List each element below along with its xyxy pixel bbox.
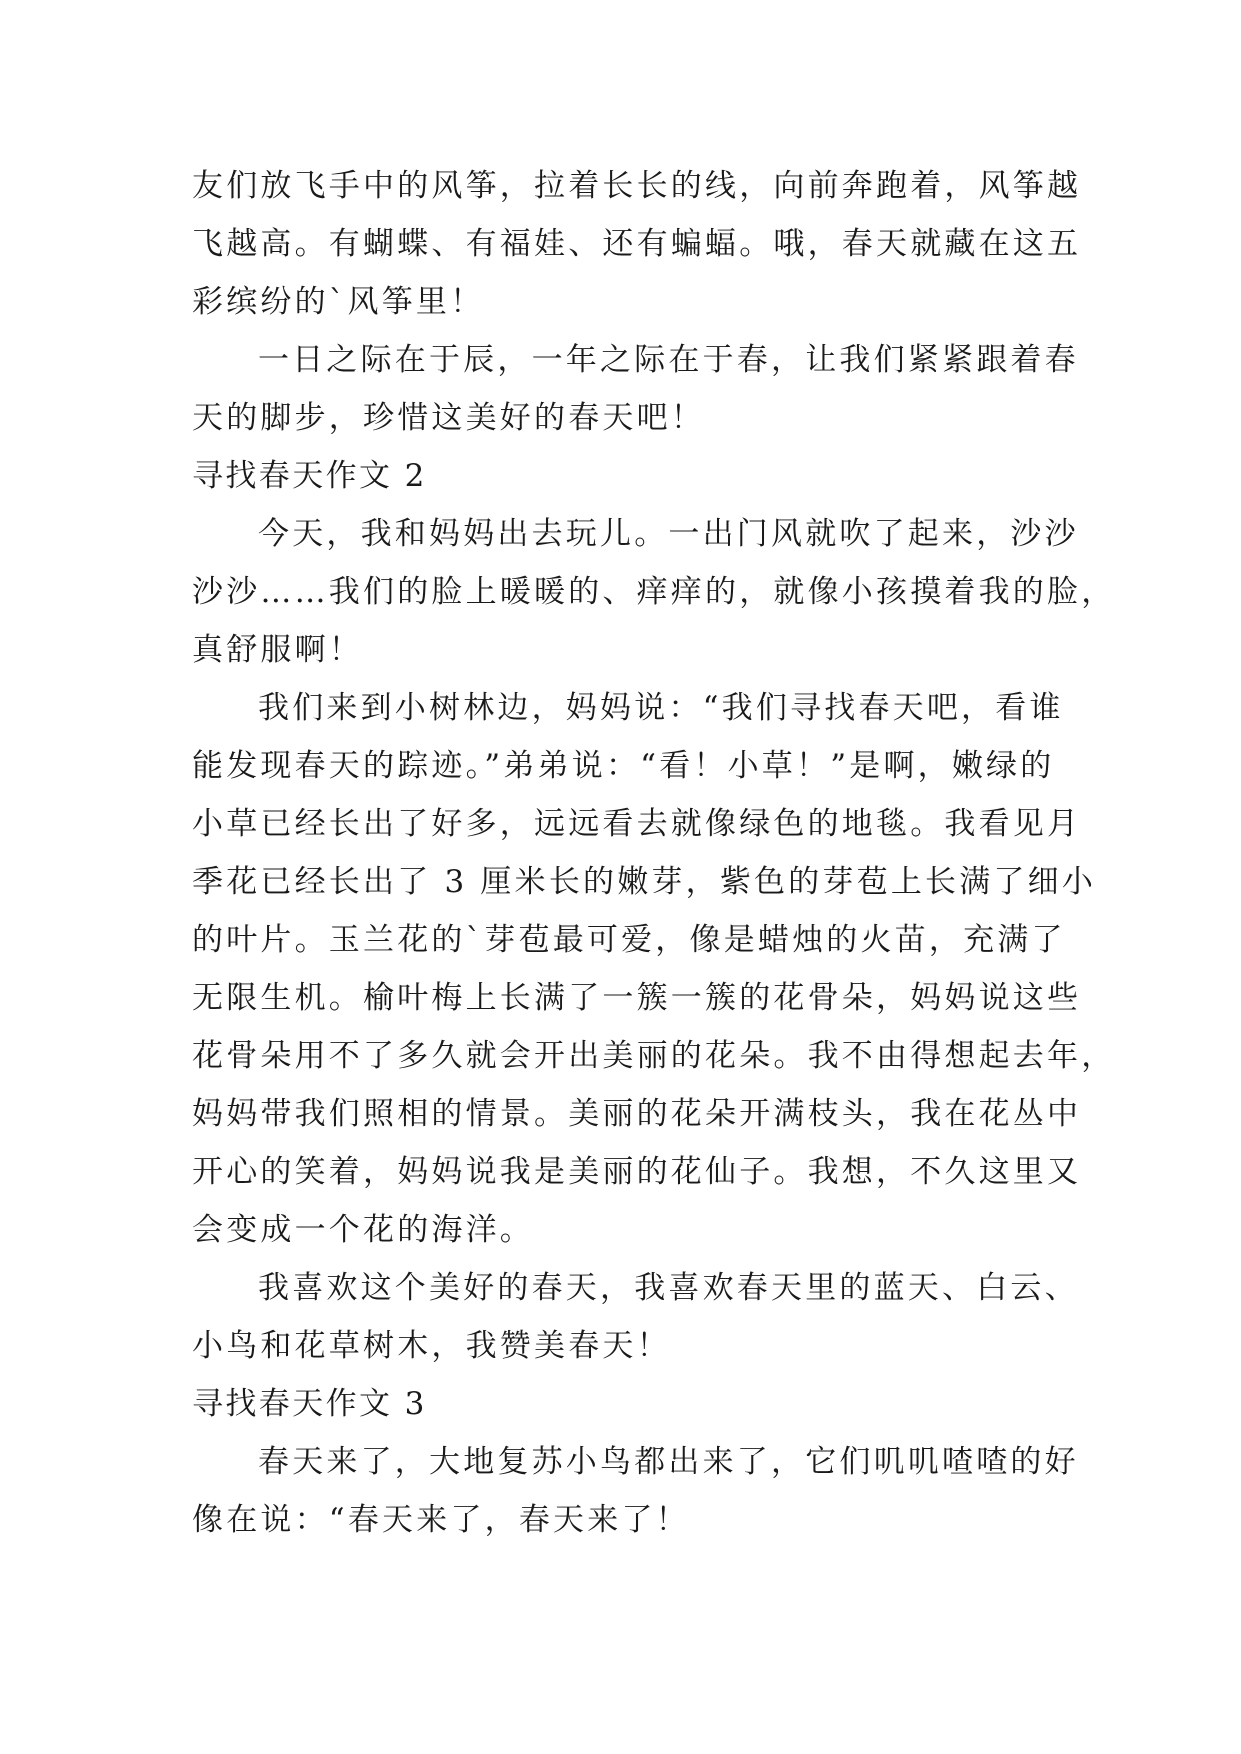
text-line: 小鸟和花草树木，我赞美春天！ <box>192 1328 671 1364</box>
text-line: 天的脚步，珍惜这美好的春天吧！ <box>192 400 705 436</box>
text-line: 无限生机。榆叶梅上长满了一簇一簇的花骨朵，妈妈说这些 <box>192 980 1082 1016</box>
text-line: 开心的笑着，妈妈说我是美丽的花仙子。我想，不久这里又 <box>192 1154 1082 1190</box>
text-line: 彩缤纷的`风筝里！ <box>192 284 485 320</box>
paragraph-first-line: 今天，我和妈妈出去玩儿。一出门风就吹了起来，沙沙 <box>258 516 1079 552</box>
text-line: 友们放飞手中的风筝，拉着长长的线，向前奔跑着，风筝越 <box>192 168 1082 204</box>
paragraph-first-line: 我们来到小树林边，妈妈说：“我们寻找春天吧，看谁 <box>258 690 1064 726</box>
text-line: 能发现春天的踪迹。”弟弟说：“看！小草！”是啊，嫩绿的 <box>192 748 1055 784</box>
text-line: 像在说：“春天来了，春天来了！ <box>192 1502 690 1538</box>
paragraph-first-line: 春天来了，大地复苏小鸟都出来了，它们叽叽喳喳的好 <box>258 1444 1079 1480</box>
text-line: 飞越高。有蝴蝶、有福娃、还有蝙蝠。哦，春天就藏在这五 <box>192 226 1082 262</box>
section-heading: 寻找春天作文 2 <box>192 458 427 494</box>
text-line: 沙沙……我们的脸上暖暖的、痒痒的，就像小孩摸着我的脸， <box>192 574 1116 610</box>
section-heading: 寻找春天作文 3 <box>192 1386 427 1422</box>
text-line: 花骨朵用不了多久就会开出美丽的花朵。我不由得想起去年， <box>192 1038 1116 1074</box>
text-line: 真舒服啊！ <box>192 632 363 668</box>
text-line: 季花已经长出了 3 厘米长的嫩芽，紫色的芽苞上长满了细小 <box>192 864 1097 900</box>
text-line: 会变成一个花的海洋。 <box>192 1212 534 1248</box>
paragraph-first-line: 一日之际在于辰，一年之际在于春，让我们紧紧跟着春 <box>258 342 1079 378</box>
text-line: 的叶片。玉兰花的`芽苞最可爱，像是蜡烛的火苗，充满了 <box>192 922 1066 958</box>
text-line: 妈妈带我们照相的情景。美丽的花朵开满枝头，我在花丛中 <box>192 1096 1082 1132</box>
text-line: 小草已经长出了好多，远远看去就像绿色的地毯。我看见月 <box>192 806 1082 842</box>
paragraph-first-line: 我喜欢这个美好的春天，我喜欢春天里的蓝天、白云、 <box>258 1270 1079 1306</box>
